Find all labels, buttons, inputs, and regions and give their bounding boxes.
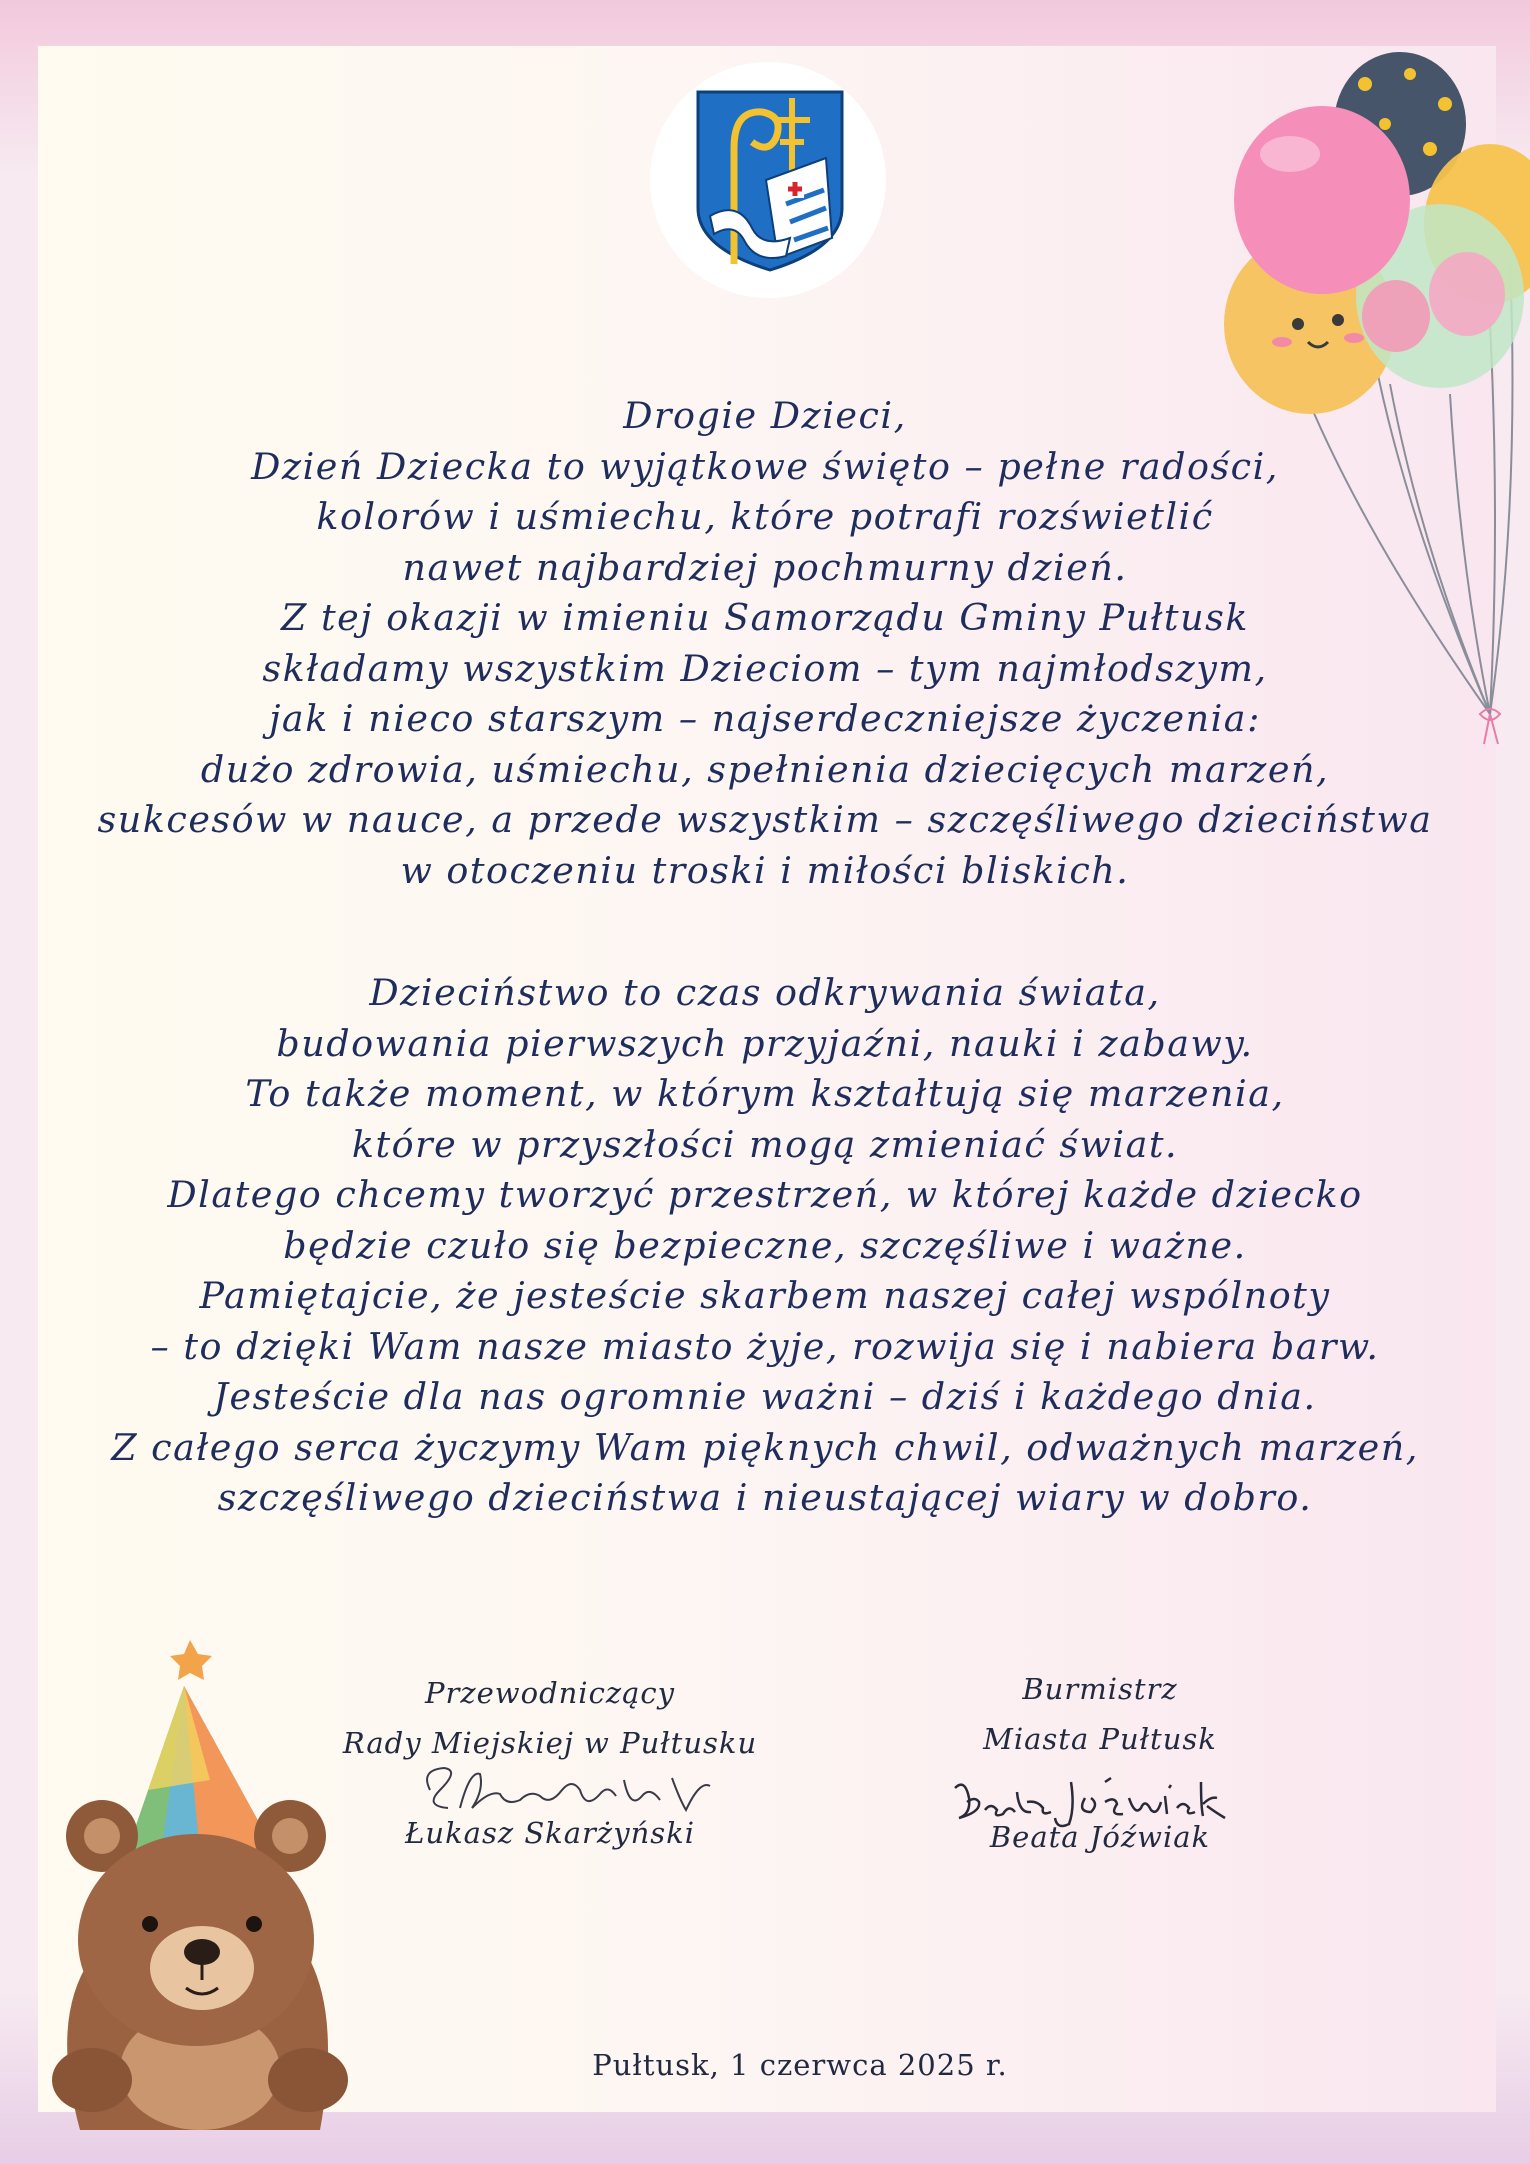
letter-line: Drogie Dzieci,	[623, 394, 907, 437]
letter-line: jak i nieco starszym – najserdeczniejsze życzenia:	[269, 697, 1261, 740]
signature-name: Łukasz Skarżyński	[405, 1816, 695, 1850]
letter-paragraph-1	[40, 391, 1490, 896]
signature-title: Rady Miejskiej w Pułtusku	[342, 1726, 758, 1760]
letter-line: Jesteście dla nas ogromnie ważni – dziś i każdego dnia.	[213, 1375, 1317, 1418]
letter-date: Pułtusk, 1 czerwca 2025 r.	[592, 2048, 1008, 2082]
letter-line: Z tej okazji w imieniu Samorządu Gminy Pułtusk	[281, 596, 1249, 639]
letter-line: kolorów i uśmiechu, które potrafi rozświetlić	[316, 495, 1214, 538]
letter-line: w otoczeniu troski i miłości bliskich.	[400, 848, 1130, 892]
letter-line: Dzieciństwo to czas odkrywania świata,	[369, 971, 1161, 1014]
letter-line: które w przyszłości mogą zmieniać świat.	[351, 1122, 1179, 1166]
letter-line: budowania pierwszych przyjaźni, nauki i zabawy.	[276, 1021, 1254, 1065]
crest-icon	[694, 88, 846, 274]
letter-line: To także moment, w którym kształtują się marzenia,	[245, 1072, 1285, 1115]
letter-line: składamy wszystkim Dzieciom – tym najmłodszym,	[262, 646, 1268, 690]
signature-title: Przewodniczący	[424, 1676, 676, 1710]
letter-line: Dlatego chcemy tworzyć przestrzeń, w której każde dziecko	[167, 1173, 1363, 1216]
signature-name: Beata Jóźwiak	[989, 1820, 1211, 1854]
letter-line: Z całego serca życzymy Wam pięknych chwil, odważnych marzeń,	[111, 1425, 1419, 1469]
letter-line: – to dzięki Wam nasze miasto żyje, rozwija się i nabiera barw.	[150, 1324, 1380, 1368]
handwritten-signature	[410, 1750, 720, 1830]
letter-line: sukcesów w nauce, a przede wszystkim – szczęśliwego dzieciństwa	[97, 798, 1433, 841]
letter-line: nawet najbardziej pochmurny dzień.	[402, 545, 1128, 589]
letter-line: Dzień Dziecka to wyjątkowe święto – pełne radości,	[251, 444, 1279, 488]
signature-title: Burmistrz	[1022, 1672, 1178, 1706]
letter-line: szczęśliwego dzieciństwa i nieustającej wiary w dobro.	[217, 1476, 1313, 1519]
letter-paragraph-2	[40, 968, 1490, 1524]
letter-line: będzie czuło się bezpieczne, szczęśliwe i ważne.	[283, 1223, 1247, 1267]
letter-line: Pamiętajcie, że jesteście skarbem naszej całej wspólnoty	[199, 1274, 1331, 1317]
signature-title: Miasta Pułtusk	[983, 1722, 1217, 1756]
letter-line: dużo zdrowia, uśmiechu, spełnienia dziecięcych marzeń,	[200, 747, 1330, 791]
handwritten-signature	[945, 1768, 1235, 1838]
bear-illustration	[40, 1640, 360, 2130]
